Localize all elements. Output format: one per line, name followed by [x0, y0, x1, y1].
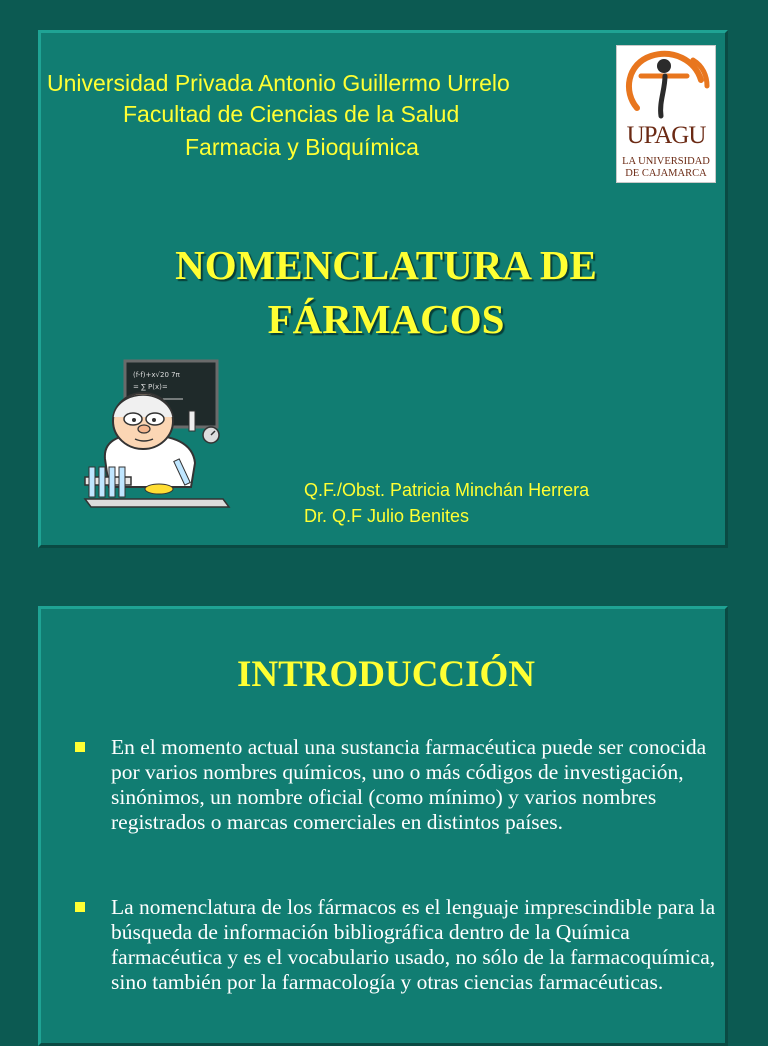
faculty-name: Facultad de Ciencias de la Salud — [123, 101, 460, 127]
author-2: Dr. Q.F Julio Benites — [304, 506, 470, 526]
bullet-text: En el momento actual una sustancia farmacéutica puede ser conocida por varios nombres químicos, uno o más códigos de investigación, sinónimos, un nombre oficial (como mínimo) y varios nombres registrados o marcas comerciales en distintos países. — [111, 735, 707, 834]
university-name: Universidad Privada Antonio Guillermo Urrelo — [47, 70, 510, 96]
blackboard-formula-1: (f-f)+x√20 7π — [133, 371, 180, 379]
upagu-emblem-icon — [617, 46, 715, 122]
title-slide — [38, 30, 728, 548]
slide-title: INTRODUCCIÓN — [236, 654, 536, 695]
program-name: Farmacia y Bioquímica — [185, 134, 419, 160]
chemist-illustration-icon — [83, 359, 233, 509]
presentation-title-line2: FÁRMACOS — [267, 296, 505, 342]
logo-subtitle-line2: DE CAJAMARCA — [625, 168, 707, 179]
logo-subtitle-line1: LA UNIVERSIDAD — [622, 156, 710, 167]
presentation-title-line1: NOMENCLATURA DE — [175, 242, 597, 288]
square-bullet-icon — [75, 742, 85, 752]
author-1: Q.F./Obst. Patricia Minchán Herrera — [304, 480, 590, 500]
blackboard-formula-2: = ∑ P(x)= — [133, 383, 168, 391]
bullet-text: La nomenclatura de los fármacos es el lenguaje imprescindible para la búsqueda de información bibliográfica dentro de la Química farmacéutica y es el vocabulario usado, no sólo de la farmacoquímica, sino también por la farmacología y otras ciencias farmacéuticas. — [111, 895, 716, 994]
scientist-clipart — [83, 359, 233, 514]
square-bullet-icon — [75, 902, 85, 912]
introduction-slide — [38, 606, 728, 1046]
logo-wordmark: UPAGU — [626, 122, 706, 149]
university-logo — [616, 45, 716, 183]
